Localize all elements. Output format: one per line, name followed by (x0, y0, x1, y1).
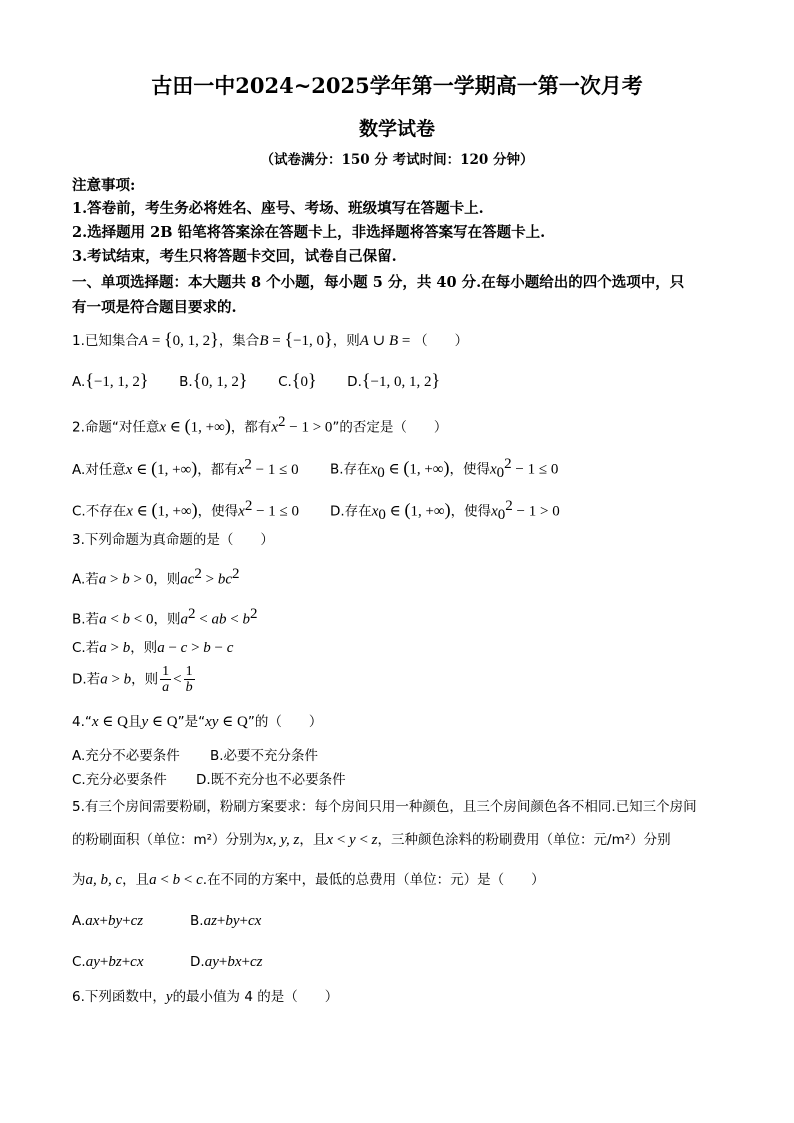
section1-intro-line1: 一、单项选择题：本大题共 8 个小题，每小题 5 分，共 40 分.在每小题给出的四个选项中，只 (72, 274, 685, 291)
option-a: A.若a > b > 0，则$ac^2 > bc^2$ (72, 566, 240, 588)
exam-title: 古田一中2024~2025学年第一学期高一第一次月考 (151, 73, 643, 98)
option-a: A.{−1, 1, 2} (72, 370, 149, 390)
option-b: B.若a < b < 0，则$a^2$ < ab < $b^2$ (72, 606, 258, 628)
option-c: C.充分必要条件 (72, 772, 167, 788)
option-a: A.充分不必要条件 (72, 748, 180, 764)
question-4-stem: 4.“x ∈ Q且y ∈ Q”是“xy ∈ Q”的（ ） (72, 714, 323, 730)
note-item-1: 1.答卷前，考生务必将姓名、座号、考场、班级填写在答题卡上. (72, 200, 484, 217)
option-d: D.ay+bx+cz (190, 954, 263, 970)
option-b: B.{0, 1, 2} (179, 370, 248, 390)
option-b: B.存在$x_0$ ∈ (1, +∞)，使得$x_0^2 - 1 \le 0$ (330, 456, 559, 482)
section1-intro-line2: 有一项是符合题目要求的. (72, 299, 237, 316)
option-b: B.az+by+cx (190, 913, 262, 929)
question-1-options (72, 370, 440, 392)
question-2-options-ab (72, 454, 299, 480)
option-d: D.{−1, 0, 1, 2} (347, 370, 441, 390)
note-item-2: 2.选择题用 2B 铅笔将答案涂在答题卡上，非选择题将答案写在答题卡上. (72, 224, 546, 241)
option-d: D.存在$x_0$ ∈ (1, +∞)，使得$x_0^2 - 1 > 0$ (330, 498, 560, 524)
question-2-stem: 2.命题“对任意x ∈ (1, +∞)，都有$x^2 - 1 > 0$”的否定是（ ） (72, 414, 448, 436)
option-a: A.ax+by+cz (72, 913, 144, 929)
option-a: A.对任意x ∈ (1, +∞)，都有$x^2 - 1 \le 0$ (72, 456, 299, 478)
exam-meta: （试卷满分：150 分 考试时间：120 分钟） (260, 152, 534, 168)
question-5-line1: 5.有三个房间需要粉刷，粉刷方案要求：每个房间只用一种颜色，且三个房间颜色各不相同.已知三个房间 (72, 799, 697, 815)
question-3-stem: 3.下列命题为真命题的是（ ） (72, 532, 274, 548)
question-5-line3: 为a, b, c，且a < b < c.在不同的方案中，最低的总费用（单位：元）是（ ） (72, 872, 545, 888)
option-d: D.既不充分也不必要条件 (196, 772, 346, 788)
option-c: C.若a > b，则a − c > b − c (72, 640, 234, 656)
option-c: C.ay+bz+cx (72, 954, 144, 970)
option-d: D.若a > b，则 $\frac{1}{a}$ < $\frac{1}{b}$ (72, 664, 193, 695)
note-item-3: 3.考试结束，考生只将答题卡交回，试卷自己保留. (72, 248, 397, 265)
question-5-line2: 的粉刷面积（单位：m²）分别为x, y, z，且x < y < z，三种颜色涂料的粉刷费用（单位：元/m²）分别 (72, 832, 671, 848)
notes-heading: 注意事项: (72, 177, 136, 194)
question-6-stem: 6.下列函数中，y的最小值为 4 的是（ ） (72, 989, 339, 1005)
question-1-stem: 1.已知集合A = {0, 1, 2}，集合B = {−1, 0}，则A ∪ B = （ ） (72, 329, 469, 349)
option-c: C.不存在x ∈ (1, +∞)，使得$x^2 - 1 \le 0$ (72, 498, 300, 520)
option-b: B.必要不充分条件 (210, 748, 319, 764)
option-c: C.{0} (278, 370, 317, 390)
exam-subtitle: 数学试卷 (358, 118, 435, 140)
